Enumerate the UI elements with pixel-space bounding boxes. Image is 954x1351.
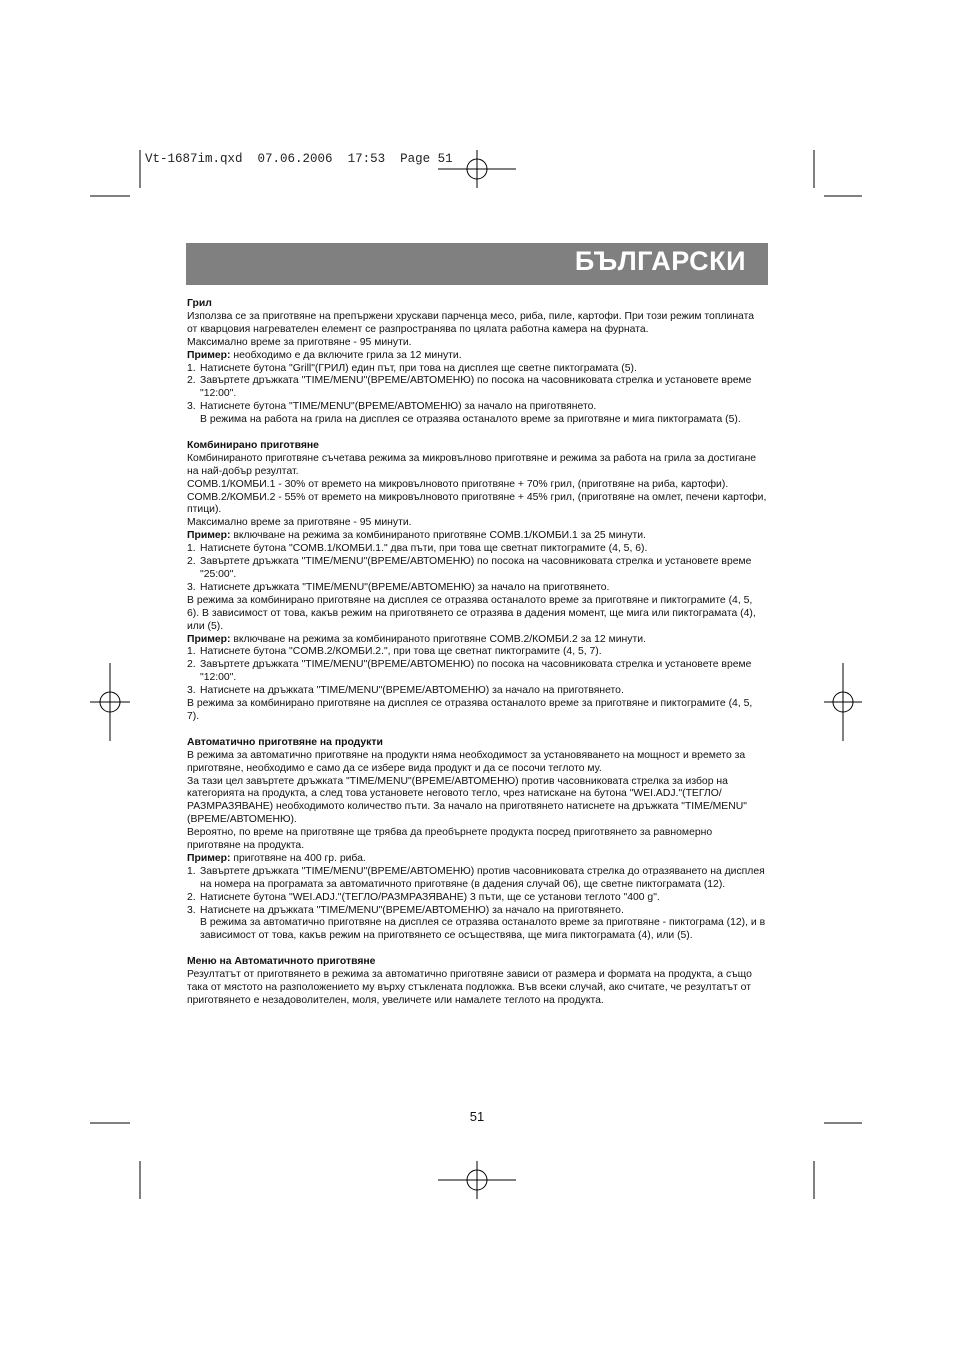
example-label: Пример: [187, 530, 231, 542]
example-text: включване на режима за комбинираното приготвяне COMB.1/КОМБИ.1 за 25 минути. [230, 530, 646, 542]
registration-mark-right [824, 663, 862, 741]
section-heading: Автоматично приготвяне на продукти [187, 736, 383, 748]
paragraph: COMB.2/КОМБИ.2 - 55% от времето на микровълновото приготвяне + 45% грил, (приготвяне на омлет, печени картофи, птици). [187, 491, 767, 516]
list-number: 2. [187, 891, 196, 903]
example-label: Пример: [187, 349, 231, 361]
list-item [187, 892, 767, 905]
slug-page: Page 51 [400, 152, 453, 166]
paragraph: COMB.1/КОМБИ.1 - 30% от времето на микровълновото приготвяне + 70% грил, (приготвяне на риба, картофи). [187, 478, 729, 490]
list-text: Натиснете на дръжката "TIME/MENU"(ВРЕМЕ/АВТОМЕНЮ) за начало на приготвянето. [200, 685, 624, 697]
example-line [187, 350, 767, 363]
language-banner [186, 243, 768, 285]
registration-mark-top [438, 150, 516, 188]
list-item [187, 375, 767, 401]
list-item [187, 659, 767, 685]
list-number: 1. [187, 646, 196, 658]
slug-date: 07.06.2006 [257, 152, 333, 166]
example-label: Пример: [187, 633, 231, 645]
section-auto-cooking [187, 737, 767, 944]
list-number: 2. [187, 375, 196, 387]
section-heading: Комбинирано приготвяне [187, 439, 319, 451]
example-text: включване на режима за комбинираното приготвяне COMB.2/КОМБИ.2 за 12 минути. [230, 633, 646, 645]
list-text: Натиснете бутона "COMB.2/КОМБИ.2.", при това ще светнат пиктограмите (4, 5, 7). [200, 646, 602, 658]
list-number: 3. [187, 401, 196, 413]
banner-title: БЪЛГАРСКИ [574, 246, 746, 276]
example-label: Пример: [187, 852, 231, 864]
section-heading: Меню на Автоматичното приготвяне [187, 956, 376, 968]
list-text: Натиснете бутона "Grill"(ГРИЛ) един път, при това на дисплея ще светне пиктограмата (5). [200, 362, 637, 374]
document-body [187, 298, 767, 1021]
list-text: Натиснете бутона "TIME/MENU"(ВРЕМЕ/АВТОМЕНЮ) за начало на приготвянето. [200, 401, 597, 413]
step-note: В режима на работа на грила на дисплея се отразява останалото време за приготвяне и мига пиктограмата (5). [200, 414, 741, 426]
paragraph: Резултатът от приготвянето в режима за автоматично приготвяне зависи от размера и формата на продукта, а също така от мястото на разположението му върху стъклената подложка. Във всеки случай, ако считате, че резултатът от приготвянето е незадоволителен, моля, увеличете или намалете теглото на продукта. [187, 969, 752, 1006]
slug-file: Vt-1687im.qxd [145, 152, 243, 166]
paragraph: За тази цел завъртете дръжката "TIME/MENU"(ВРЕМЕ/АВТОМЕНЮ) против часовниковата стрелка за избор на категорията на продукта, а след това установете неговото тегло, чрез натискане на бутона "WEI.ADJ."(ТЕГЛО/РАЗМРАЗЯВАНЕ) необходимото количество пъти. За начало на приготвянето натиснете на дръжката "TIME/MENU"(ВРЕМЕ/АВТОМЕНЮ). [187, 775, 747, 826]
paragraph: Максимално време за приготвяне - 95 минути. [187, 336, 412, 348]
paragraph: В режима за автоматично приготвяне на продукти няма необходимост за установяването на мощност и времето за приготвяне, необходимо е само да се избере вида продукт и да се посочи теглото му. [187, 749, 746, 774]
registration-mark-bottom [438, 1161, 516, 1199]
slug-time: 17:53 [347, 152, 386, 166]
example-line [187, 634, 767, 647]
list-text: Завъртете дръжката "TIME/MENU"(ВРЕМЕ/АВТОМЕНЮ) по посока на часовниковата стрелка и установете време "25:00". [200, 556, 752, 581]
list-number: 3. [187, 685, 196, 697]
list-number: 1. [187, 543, 196, 555]
list-item [187, 685, 767, 698]
list-number: 3. [187, 581, 196, 593]
paragraph: Използва се за приготвяне на препържени хрускави парченца месо, риба, пиле, картофи. При този режим топлината от кварцовия нагревателен елемент се разпространява по цялата работна камера на фурната. [187, 310, 755, 335]
example-text: необходимо е да включите грила за 12 минути. [230, 349, 462, 361]
list-item [187, 866, 767, 892]
list-text: Натиснете бутона "WEI.ADJ."(ТЕГЛО/РАЗМРАЗЯВАНЕ) 3 пъти, ще се установи теглото "400 g". [200, 891, 660, 903]
page-number: 51 [469, 1109, 485, 1124]
list-number: 3. [187, 904, 196, 916]
example-line [187, 530, 767, 543]
section-grill [187, 298, 767, 427]
section-heading: Грил [187, 298, 212, 309]
list-item [187, 543, 767, 556]
registration-mark-left [90, 663, 130, 741]
paragraph: В режима за комбинирано приготвяне на дисплея се отразява останалото време за приготвяне и пиктограмите (4, 5, 7). [187, 698, 753, 722]
list-item [187, 363, 767, 376]
example-text: приготвяне на 400 гр. риба. [230, 852, 366, 864]
example-line [187, 853, 767, 866]
list-text: Завъртете дръжката "TIME/MENU"(ВРЕМЕ/АВТОМЕНЮ) против часовниковата стрелка до отразяването на дисплея на номера на програмата за автоматичното приготвяне (в дадения случай 06), ще светне пиктограмата (12). [200, 865, 765, 890]
list-item [187, 905, 767, 918]
list-number: 1. [187, 362, 196, 374]
paragraph: В режима за комбинирано приготвяне на дисплея се отразява останалото време за приготвяне и пиктограмите (4, 5, 6). В зависимост от това, какъв режим на приготвянето се отразява в дадения момент, ще мига или пиктограмата (4), или (5). [187, 594, 756, 632]
list-number: 2. [187, 659, 196, 671]
list-number: 1. [187, 865, 196, 877]
section-auto-menu [187, 956, 767, 1008]
list-number: 2. [187, 556, 196, 568]
list-text: Завъртете дръжката "TIME/MENU"(ВРЕМЕ/АВТОМЕНЮ) по посока на часовниковата стрелка и установете време "12:00". [200, 375, 752, 400]
list-text: Натиснете на дръжката "TIME/MENU"(ВРЕМЕ/АВТОМЕНЮ) за начало на приготвянето. [200, 904, 624, 916]
list-text: Завъртете дръжката "TIME/MENU"(ВРЕМЕ/АВТОМЕНЮ) по посока на часовниковата стрелка и установете време "12:00". [200, 659, 752, 684]
list-item [187, 401, 767, 414]
list-item [187, 646, 767, 659]
paragraph: Комбинираното приготвяне съчетава режима за микровълново приготвяне и режима за работа на грила за достигане на най-добър резултат. [187, 452, 757, 477]
paragraph: Максимално време за приготвяне - 95 минути. [187, 517, 412, 529]
paragraph: Вероятно, по време на приготвяне ще трябва да преобърнете продукта посред приготвянето за равномерно приготвяне на продукта. [187, 827, 713, 852]
list-item [187, 556, 767, 582]
list-text: Натиснете дръжката "TIME/MENU"(ВРЕМЕ/АВТОМЕНЮ) за начало на приготвянето. [200, 581, 610, 593]
list-item [187, 582, 767, 595]
list-text: Натиснете бутона "COMB.1/КОМБИ.1." два пъти, при това ще светнат пиктограмите (4, 5, 6). [200, 543, 648, 555]
section-combo [187, 440, 767, 724]
step-note: В режима за автоматично приготвяне на дисплея се отразява останалото време за приготвяне - пиктограма (12), и в зависимост от това, какъв режим на приготвянето се осъществява, ще мига пиктограмата (4), или (5). [200, 917, 766, 942]
